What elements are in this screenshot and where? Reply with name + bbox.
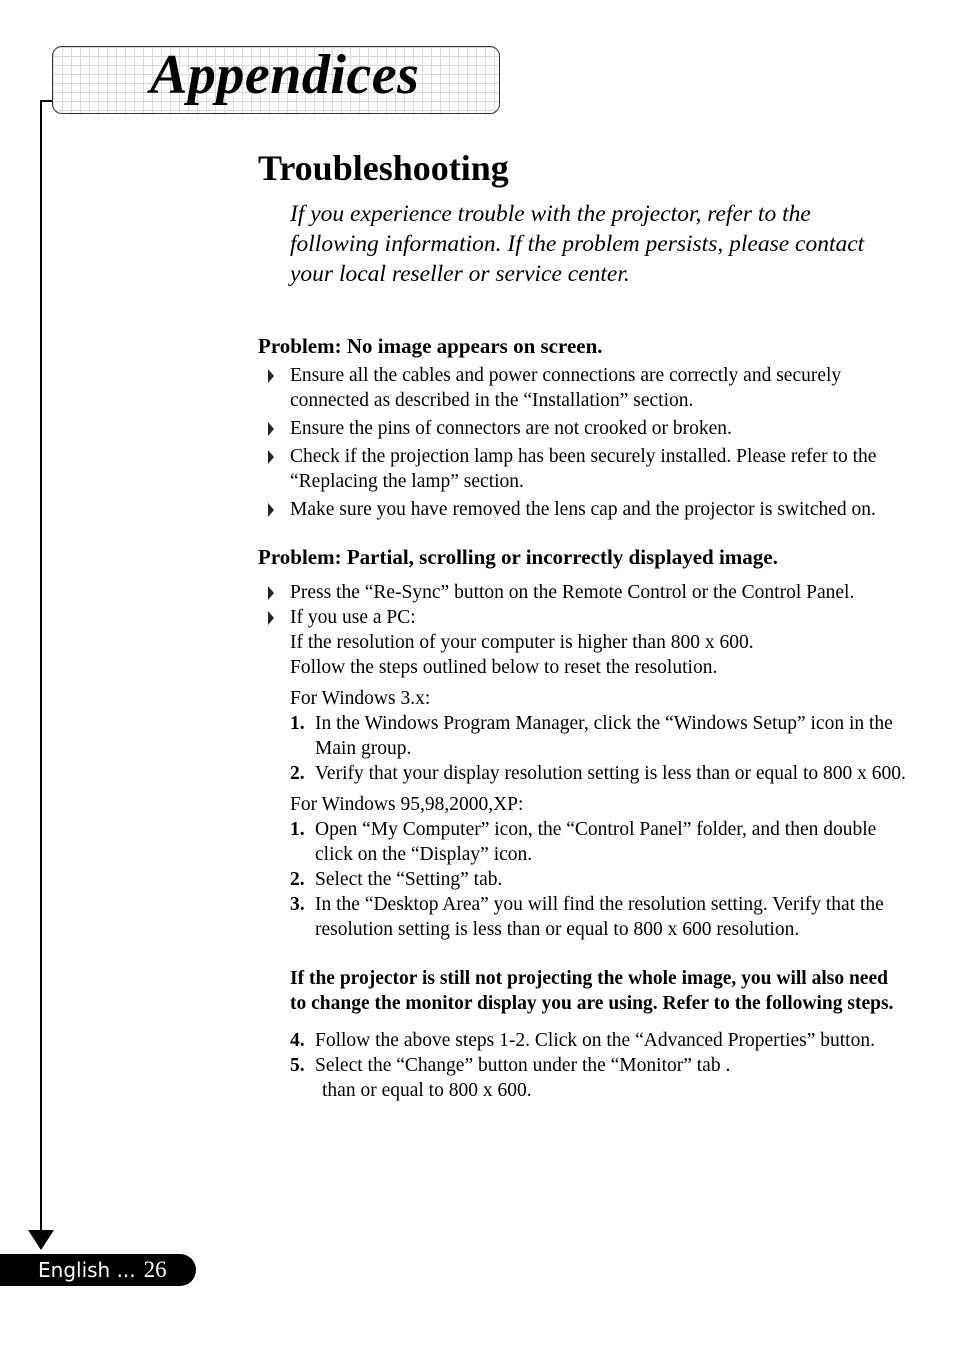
step-item: 2. Verify that your display resolution setting is less than or equal to 800 x 600. [290,763,906,784]
step-item: 4. Follow the above steps 1-2. Click on the “Advanced Properties” button. [290,1030,875,1051]
pc-line: Follow the steps outlined below to reset the resolution. [290,657,718,678]
section-title: Troubleshooting [258,148,509,188]
triangle-bullet-icon [268,503,274,517]
triangle-bullet-icon [268,586,274,600]
triangle-bullet-icon [268,422,274,436]
margin-line [40,100,42,1232]
monitor-note: If the projector is still not projecting the whole image, you will also need to change the monitor display you are using. Refer to the following steps. [290,968,894,1014]
windows95-steps [290,817,908,942]
page-number: 26 [143,1257,167,1282]
problem-1-list [258,363,908,522]
main-content [258,146,908,1103]
arrow-down-icon [28,1230,54,1250]
step-item: 1. In the Windows Program Manager, click the “Windows Setup” icon in the Main group. [290,713,893,759]
list-item: Press the “Re-Sync” button on the Remote Control or the Control Panel. [258,580,908,605]
trailing-text: than or equal to 800 x 600. [322,1080,532,1101]
list-item: If you use a PC: [258,605,908,630]
triangle-bullet-icon [268,611,274,625]
footer-language: English ... [38,1258,136,1282]
pc-line: If the resolution of your computer is higher than 800 x 600. [290,632,754,653]
triangle-bullet-icon [268,450,274,464]
triangle-bullet-icon [268,369,274,383]
monitor-steps [290,1028,908,1078]
intro-paragraph: If you experience trouble with the projector, refer to the following information. If the problem persists, please contact your local reseller or service center. [290,201,865,287]
windows3-steps [290,711,908,786]
page-footer-tab [0,1254,196,1286]
chapter-title: Appendices [150,44,420,106]
step-item: 2. Select the “Setting” tab. [290,869,503,890]
problem-heading-1: Problem: No image appears on screen. [258,334,603,358]
problem-2-list [258,580,908,630]
step-item: 3. In the “Desktop Area” you will find the resolution setting. Verify that the resolution setting is less than or equal to 800 x 600 resolution. [290,894,884,940]
step-item: 1. Open “My Computer” icon, the “Control Panel” folder, and then double click on the “Display” icon. [290,819,877,865]
list-item: Make sure you have removed the lens cap and the projector is switched on. [258,497,908,522]
windows3-label: For Windows 3.x: [290,688,431,709]
list-item: Ensure all the cables and power connections are correctly and securely connected as described in the “Installation” section. [258,363,908,413]
problem-heading-2: Problem: Partial, scrolling or incorrectly displayed image. [258,545,778,569]
pc-instructions [258,630,908,1103]
list-item: Check if the projection lamp has been securely installed. Please refer to the “Replacing the lamp” section. [258,444,908,494]
windows95-label: For Windows 95,98,2000,XP: [290,794,524,815]
list-item: Ensure the pins of connectors are not crooked or broken. [258,416,908,441]
step-item: 5. Select the “Change” button under the “Monitor” tab . [290,1055,731,1076]
